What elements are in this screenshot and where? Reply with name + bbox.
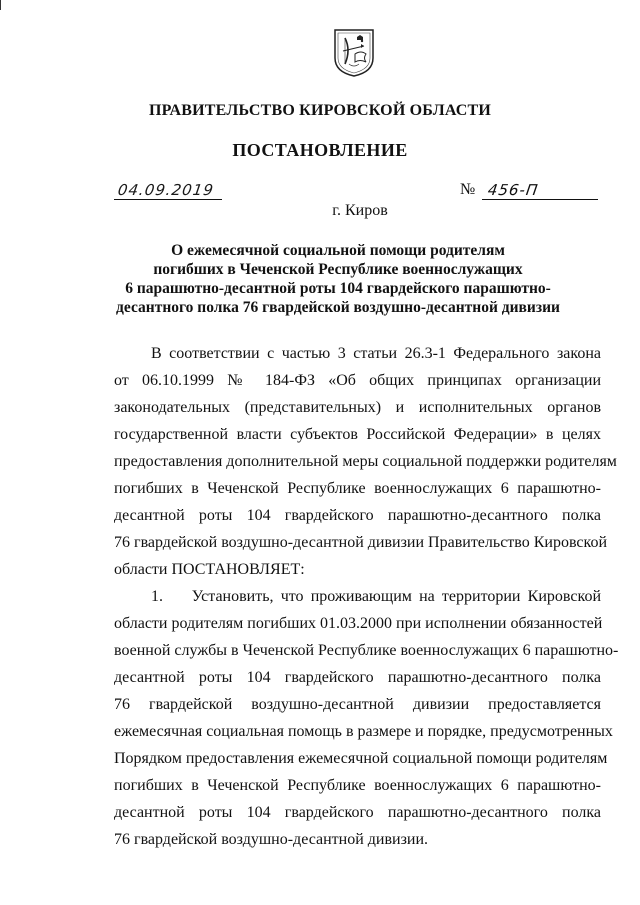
subject-line: О ежемесячной социальной помощи родителям xyxy=(171,242,505,259)
document-body xyxy=(114,340,619,853)
scan-mark xyxy=(0,0,1,10)
document-date: 04.09.2019 xyxy=(116,181,216,199)
document-subject xyxy=(110,241,566,317)
coat-of-arms-icon xyxy=(333,28,375,78)
item-1-line: десантной роты 104 гвардейского парашютно-десантного полка xyxy=(114,804,601,821)
item-1-line: погибших в Чеченской Республике военнослужащих 6 парашютно- xyxy=(114,777,601,794)
document-number: 456-П xyxy=(486,181,540,199)
document-city: г. Киров xyxy=(332,202,388,219)
document-type-title: ПОСТАНОВЛЕНИЕ xyxy=(232,140,408,160)
government-title: ПРАВИТЕЛЬСТВО КИРОВСКОЙ ОБЛАСТИ xyxy=(148,102,492,119)
item-1-line: десантной роты 104 гвардейского парашютно-десантного полка xyxy=(114,669,601,686)
subject-line: погибших в Чеченской Республике военнослужащих xyxy=(153,261,523,278)
item-1-line: 76 гвардейской воздушно-десантной дивизии предоставляется xyxy=(114,696,601,713)
body-line: области ПОСТАНОВЛЯЕТ: xyxy=(114,561,305,578)
body-line: В соответствии с частью 3 статьи 26.3-1 Федерального закона xyxy=(151,345,601,362)
subject-line: 6 парашютно-десантной роты 104 гвардейского парашютно- xyxy=(125,280,551,297)
body-line: погибших в Чеченской Республике военнослужащих 6 парашютно- xyxy=(114,480,601,497)
body-line: предоставления дополнительной меры социальной поддержки родителям xyxy=(114,453,617,470)
document-date-field xyxy=(114,181,222,200)
body-line: законодательных (представительных) и исполнительных органов xyxy=(114,399,601,416)
item-1-line: Порядком предоставления ежемесячной социальной помощи родителям xyxy=(114,750,608,767)
item-1-line: ежемесячная социальная помощь в размере и порядке, предусмотренных xyxy=(114,723,613,740)
item-1-line: 76 гвардейской воздушно-десантной дивизии. xyxy=(114,831,429,848)
body-line: 76 гвардейской воздушно-десантной дивизии Правительство Кировской xyxy=(114,534,608,551)
body-line: от 06.10.1999 № 184-ФЗ «Об общих принципах организации xyxy=(114,372,601,389)
number-sign: № xyxy=(460,181,476,198)
item-1-line: военной службы в Чеченской Республике военнослужащих 6 парашютно- xyxy=(114,642,619,659)
body-line: десантной роты 104 гвардейского парашютно-десантного полка xyxy=(114,507,601,524)
item-1-line: 1. Установить, что проживающим на территории Кировской xyxy=(151,588,601,605)
document-number-line xyxy=(482,181,598,200)
item-1-line: области родителям погибших 01.03.2000 при исполнении обязанностей xyxy=(114,615,603,632)
subject-line: десантного полка 76 гвардейской воздушно-десантной дивизии xyxy=(116,299,560,316)
body-line: государственной власти субъектов Российской Федерации» в целях xyxy=(114,426,601,443)
